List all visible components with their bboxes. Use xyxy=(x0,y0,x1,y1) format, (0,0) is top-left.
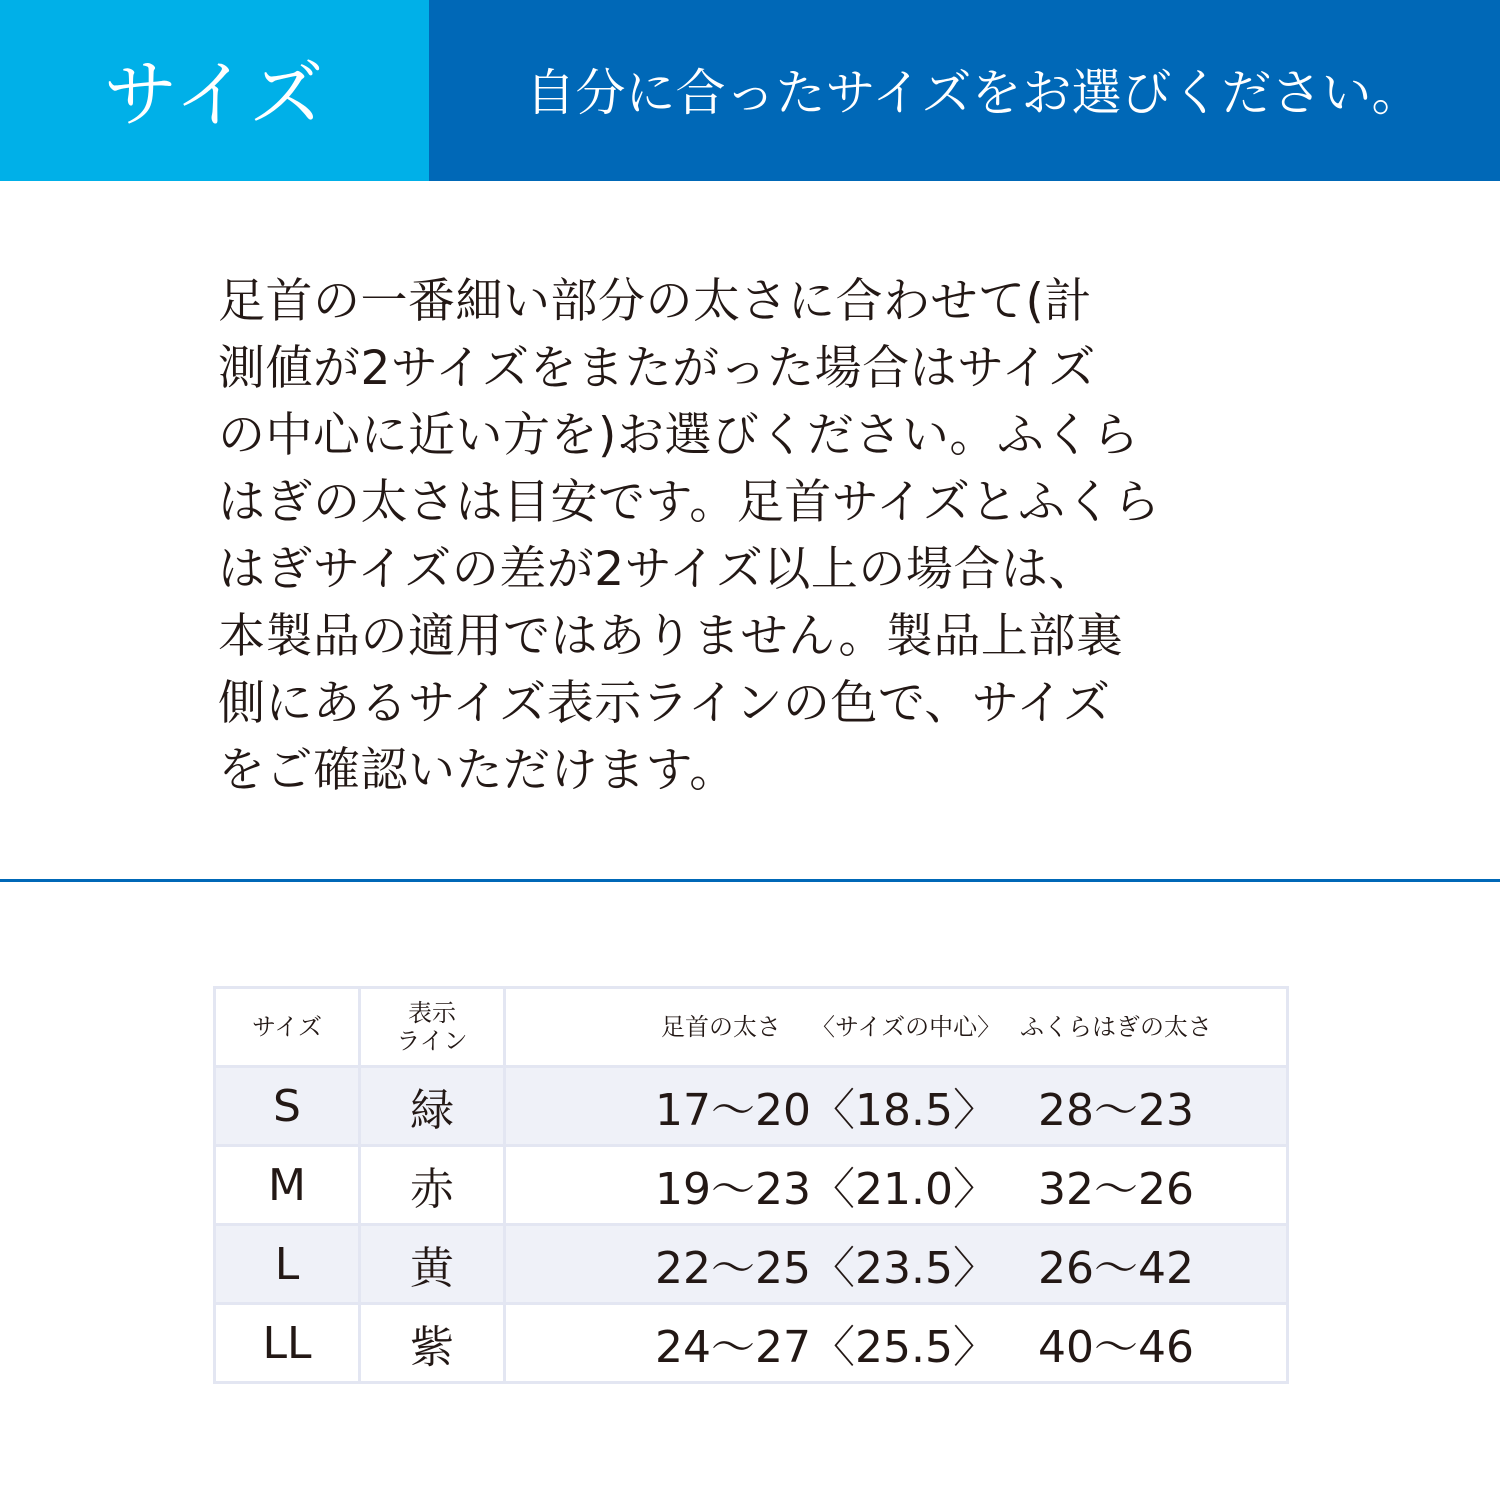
cell-size: L xyxy=(215,1225,360,1304)
description-line: をご確認いただけます。 xyxy=(218,743,737,798)
cell-calf: 28〜23 xyxy=(1038,1085,1194,1136)
description-line: 測値が2サイズをまたがった場合はサイズ xyxy=(218,341,1096,396)
table-row xyxy=(215,1304,1288,1383)
size-description xyxy=(218,268,1258,804)
description-line: はぎサイズの差が2サイズ以上の場合は、 xyxy=(218,542,1096,597)
cell-line-color: 紫 xyxy=(360,1304,505,1383)
header-measurements xyxy=(505,988,1288,1067)
description-line: 側にあるサイズ表示ラインの色で、サイズ xyxy=(218,676,1111,731)
cell-center: 〈18.5〉 xyxy=(811,1085,997,1136)
description-line: はぎの太さは目安です。足首サイズとふくら xyxy=(218,475,1161,530)
cell-ankle: 22〜25 xyxy=(655,1243,811,1294)
description-line: の中心に近い方を)お選びください。ふくら xyxy=(218,408,1140,463)
cell-measurements xyxy=(505,1146,1288,1225)
size-chart-table xyxy=(213,986,1289,1384)
header-center: 〈サイズの中心〉 xyxy=(811,1013,1002,1041)
header-banner xyxy=(0,0,1500,181)
cell-ankle: 19〜23 xyxy=(655,1164,811,1215)
cell-size: S xyxy=(215,1067,360,1146)
header-indicator-line-2: ライン xyxy=(396,1027,468,1055)
cell-size: LL xyxy=(215,1304,360,1383)
description-line: 本製品の適用ではありません。製品上部裏 xyxy=(218,609,1124,664)
cell-ankle: 24〜27 xyxy=(655,1322,811,1373)
header-ankle: 足首の太さ xyxy=(661,1013,781,1041)
cell-calf: 40〜46 xyxy=(1038,1322,1194,1373)
table-header-row xyxy=(215,988,1288,1067)
header-indicator-line-1: 表示 xyxy=(408,999,456,1027)
section-subtitle: 自分に合ったサイズをお選びください。 xyxy=(429,0,1500,181)
cell-center: 〈23.5〉 xyxy=(811,1243,997,1294)
section-divider xyxy=(0,879,1500,882)
table-row xyxy=(215,1146,1288,1225)
cell-calf: 32〜26 xyxy=(1038,1164,1194,1215)
section-tag: サイズ xyxy=(0,0,429,181)
header-size: サイズ xyxy=(215,988,360,1067)
cell-measurements xyxy=(505,1304,1288,1383)
description-line: 足首の一番細い部分の太さに合わせて(計 xyxy=(218,274,1092,329)
cell-line-color: 黄 xyxy=(360,1225,505,1304)
cell-measurements xyxy=(505,1225,1288,1304)
cell-size: M xyxy=(215,1146,360,1225)
cell-line-color: 緑 xyxy=(360,1067,505,1146)
cell-ankle: 17〜20 xyxy=(655,1085,811,1136)
header-indicator-line xyxy=(360,988,505,1067)
table-row xyxy=(215,1225,1288,1304)
cell-center: 〈21.0〉 xyxy=(811,1164,997,1215)
cell-measurements xyxy=(505,1067,1288,1146)
header-calf: ふくらはぎの太さ xyxy=(1020,1013,1212,1041)
cell-calf: 26〜42 xyxy=(1038,1243,1194,1294)
cell-center: 〈25.5〉 xyxy=(811,1322,997,1373)
table-row xyxy=(215,1067,1288,1146)
cell-line-color: 赤 xyxy=(360,1146,505,1225)
